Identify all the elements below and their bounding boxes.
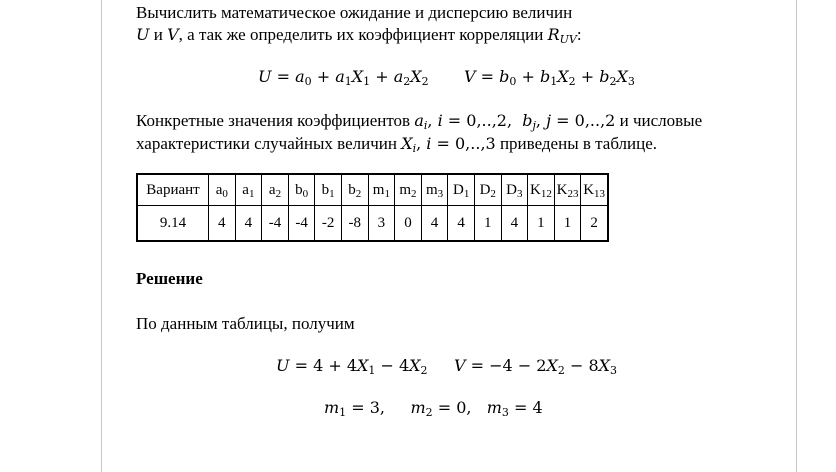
problem-line-3-text: Конкретные значения коэффициентов [136,111,411,130]
problem-line-4 [136,133,657,155]
solution-intro: По данным таблицы, получим [136,314,355,333]
problem-line-4-end: приведены в таблице. [499,134,658,153]
table-header-cell: $b_0$ [288,174,315,206]
problem-line-4-text: характеристики случайных величин [136,134,397,153]
solution-moments: $m_1 = 3$, $m_2 = 0$, $m_3 = 4$ [324,398,543,419]
table-header-cell: $D_3$ [501,174,528,206]
equation-u: $U = a_0 + a_1X_1 + a_2X_2$ [258,67,429,88]
table-cell: -8 [341,206,368,242]
solution-equation-v: $V = -4 - 2X_2 - 8X_3$ [454,356,618,377]
problem-line-1: Вычислить математическое ожидание и дисперсию величин [136,3,573,22]
problem-line-2-and: и [153,25,163,44]
data-table [136,173,609,242]
table-cell: 1 [474,206,501,242]
table-cell: 4 [448,206,475,242]
table-cell: -4 [288,206,315,242]
problem-line-2 [136,24,582,46]
table-row [137,206,608,242]
table-cell: -2 [315,206,342,242]
table-header-cell: $a_2$ [262,174,289,206]
table-header-cell: $m_3$ [421,174,448,206]
table-cell: 4 [501,206,528,242]
table-cell: 4 [209,206,236,242]
table-cell: 2 [581,206,608,242]
var-r: $R_{UV}$ [547,25,577,46]
table-header-row [137,174,608,206]
table-cell: 1 [528,206,555,242]
table-cell: 1 [554,206,581,242]
solution-heading: Решение [136,269,203,288]
coef-a-range: $a_i$, i = 0,..,2, $b_j$, j = 0,..,2 [414,111,616,132]
problem-line-3-end: и числовые [619,111,703,130]
table-header-cell: $D_1$ [448,174,475,206]
table-header-cell: Вариант [137,174,209,206]
table-header-cell: $a_0$ [209,174,236,206]
table-header-cell: $m_2$ [395,174,422,206]
solution-equation-u: $U = 4 + 4X_1 - 4X_2$ [276,356,428,377]
table-cell: 4 [421,206,448,242]
var-u: U [136,25,150,44]
problem-line-3 [136,110,702,132]
table-cell: 3 [368,206,395,242]
table-cell: 4 [235,206,262,242]
problem-line-2-colon: : [576,25,582,44]
table-header-cell: $D_2$ [474,174,501,206]
left-margin [0,0,102,472]
table-cell: 9.14 [137,206,209,242]
table-header-cell: $a_1$ [235,174,262,206]
table-cell: -4 [262,206,289,242]
table-cell: 0 [395,206,422,242]
table-header-cell: $m_1$ [368,174,395,206]
right-margin [796,0,836,472]
problem-line-2-text: , а так же определить их коэффициент корреляции [178,25,544,44]
var-v: V [167,25,179,44]
document-page [102,0,795,472]
table-header-cell: $b_1$ [315,174,342,206]
var-x-range: $X_i$, i = 0,..,3 [401,134,496,155]
table-header-cell: $K_{13}$ [581,174,608,206]
table-header-cell: $K_{12}$ [528,174,555,206]
table-header-cell: $K_{23}$ [554,174,581,206]
table-header-cell: $b_2$ [341,174,368,206]
equation-v: $V = b_0 + b_1X_2 + b_2X_3$ [464,67,635,88]
